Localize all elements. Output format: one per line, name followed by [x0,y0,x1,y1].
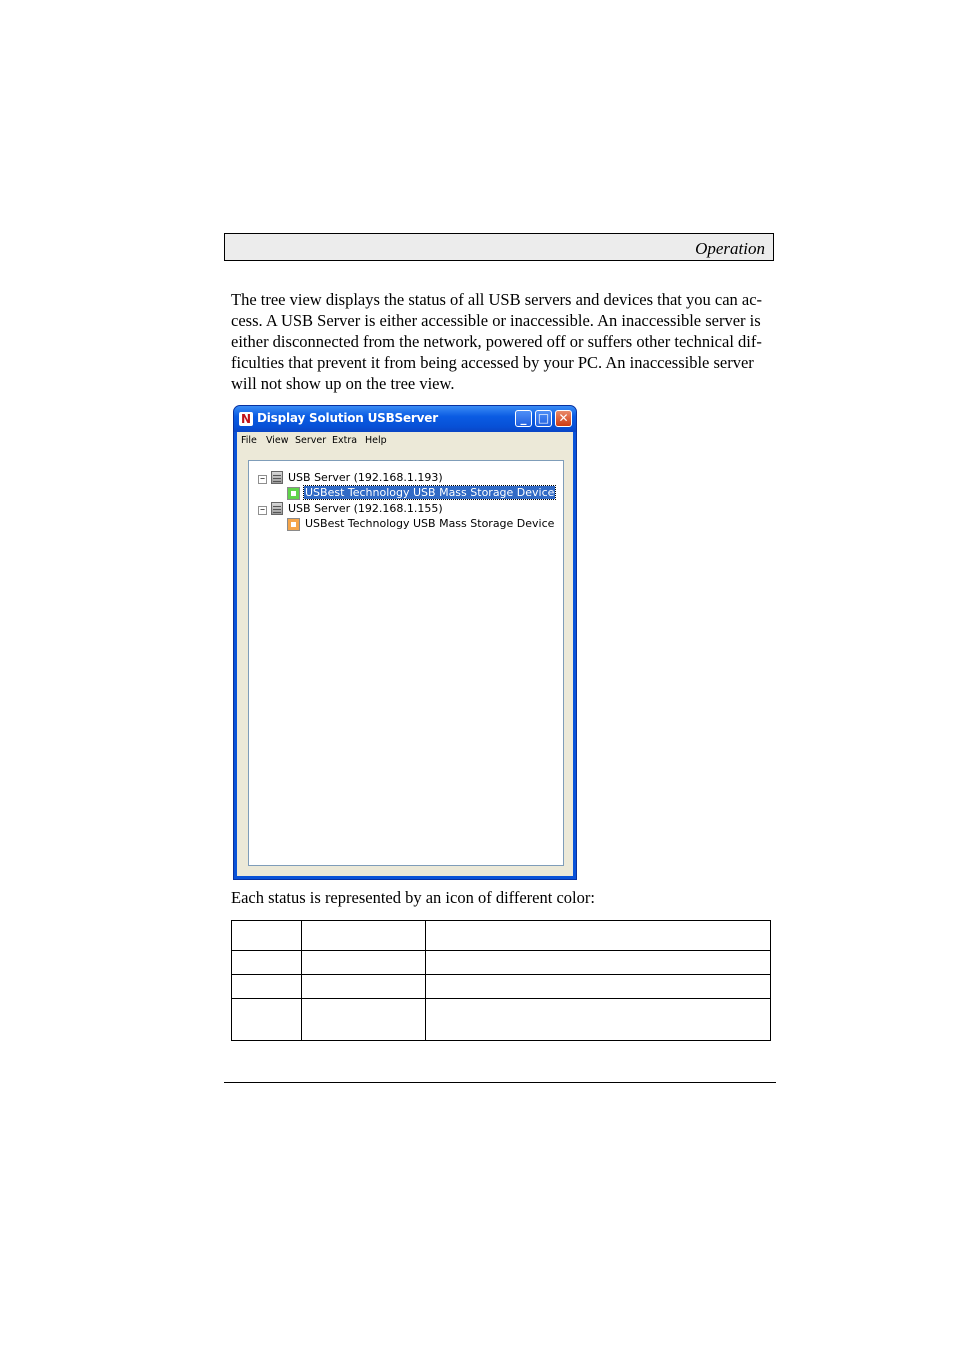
table-cell [232,975,302,999]
table-row [232,951,771,975]
table-cell [426,999,771,1041]
window-client-area [237,432,573,876]
section-title: Operation [695,239,765,258]
menu-view[interactable]: View [266,435,289,446]
table-cell [232,951,302,975]
table-cell [302,951,426,975]
collapse-icon[interactable]: − [258,506,267,515]
section-header [224,233,774,261]
server-label[interactable]: USB Server (192.168.1.193) [288,471,443,484]
table-cell [426,975,771,999]
table-cell [426,921,771,951]
device-label[interactable]: USBest Technology USB Mass Storage Device [305,486,555,499]
menu-extra[interactable]: Extra [332,435,358,446]
status-color-table [231,920,771,1041]
table-row [232,999,771,1041]
tree-device-node[interactable] [287,517,562,532]
intro-line: will not show up on the tree view. [231,374,455,393]
table-cell [302,999,426,1041]
window-titlebar[interactable] [234,406,576,432]
intro-line: ficulties that prevent it from being accessed by your PC. An inaccessible server [231,353,754,372]
menu-file[interactable]: File [241,435,257,446]
intro-line: either disconnected from the network, powered off or suffers other technical dif- [231,332,762,351]
table-header-row [232,921,771,951]
menubar [237,432,573,450]
minimize-button[interactable]: _ [515,410,532,427]
server-icon [271,471,283,484]
app-logo-icon: N [240,412,252,426]
intro-paragraph [231,289,776,394]
collapse-icon[interactable]: − [258,475,267,484]
server-icon [271,502,283,515]
intro-line: cess. A USB Server is either accessible or inaccessible. An inaccessible server is [231,311,761,330]
table-cell [302,921,426,951]
maximize-button[interactable]: □ [535,410,552,427]
device-available-icon [287,487,300,500]
window-title: Display Solution USBServer [257,411,438,425]
device-in-use-icon [287,518,300,531]
table-cell [232,921,302,951]
tree-server-node[interactable] [258,502,558,517]
footer-rule [224,1082,776,1083]
server-label[interactable]: USB Server (192.168.1.155) [288,502,443,515]
device-tree-view[interactable] [248,460,564,866]
table-cell [302,975,426,999]
table-cell [232,999,302,1041]
menu-server[interactable]: Server [295,435,327,446]
table-caption: Each status is represented by an icon of different color: [231,888,595,907]
device-label[interactable]: USBest Technology USB Mass Storage Device [305,517,555,530]
usbserver-window [233,405,577,880]
tree-device-node[interactable] [287,486,562,501]
table-cell [426,951,771,975]
menu-help[interactable]: Help [365,435,387,446]
intro-line: The tree view displays the status of all USB servers and devices that you can ac- [231,290,763,309]
tree-server-node[interactable] [258,471,558,486]
close-button[interactable]: ✕ [555,410,572,427]
table-row [232,975,771,999]
